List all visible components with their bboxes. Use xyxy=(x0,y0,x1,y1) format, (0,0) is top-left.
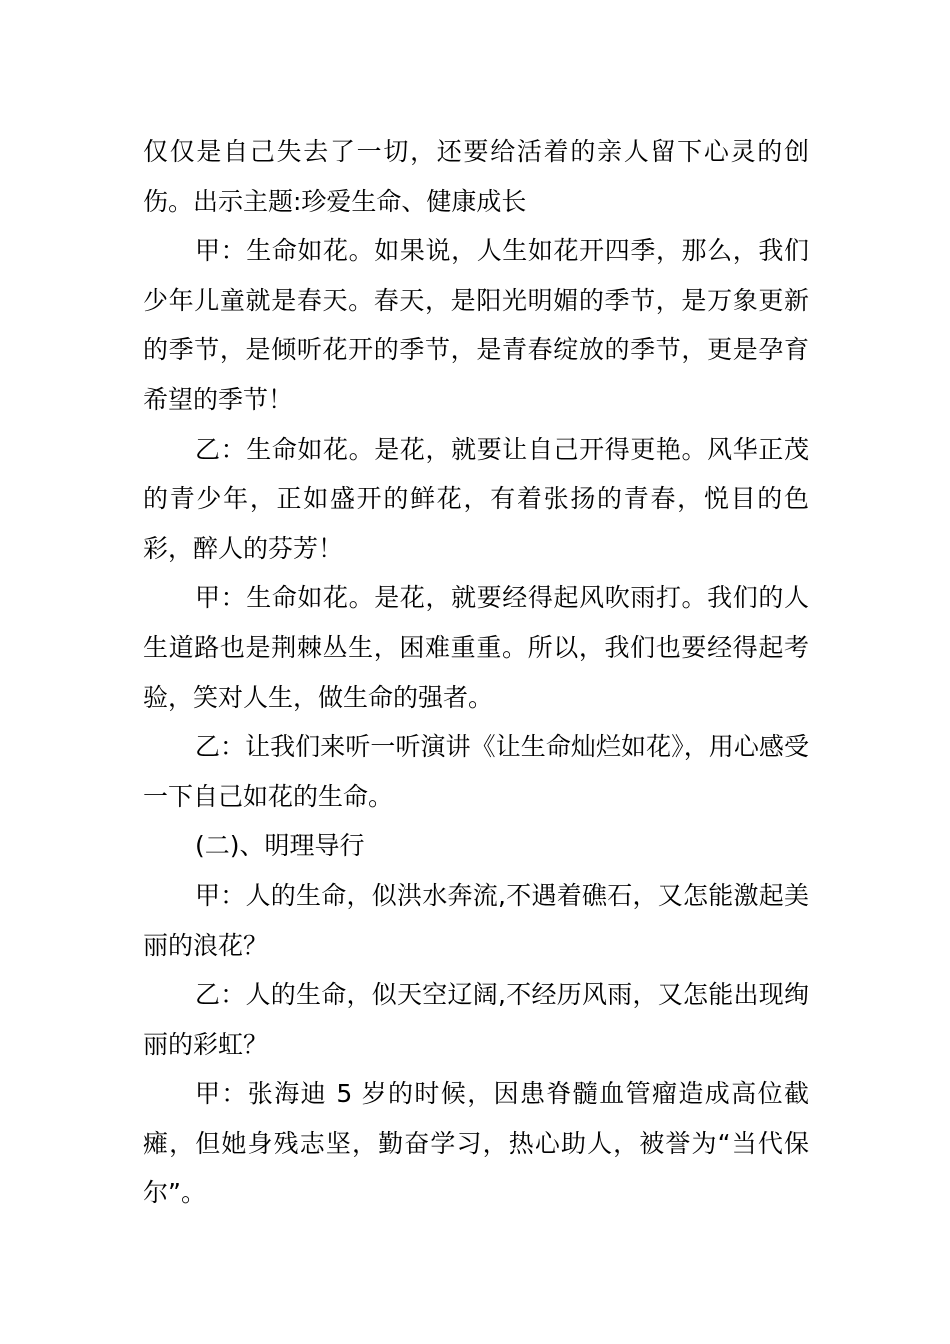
paragraph-yi-3: 乙：人的生命，似天空辽阔,不经历风雨，又怎能出现绚丽的彩虹？ xyxy=(143,980,809,1059)
paragraph-jia-3: 甲：人的生命，似洪水奔流,不遇着礁石，又怎能激起美丽的浪花？ xyxy=(143,880,809,960)
paragraph-yi-1: 乙：生命如花。是花，就要让自己开得更艳。风华正茂的青少年，正如盛开的鲜花，有着张扬的青春，悦目的色彩，醉人的芬芳！ xyxy=(143,434,809,563)
paragraph-jia-4: 甲：张海迪 5 岁的时候，因患脊髓血管瘤造成高位截瘫，但她身残志坚，勤奋学习，热心助人，被誉为“当代保尔”。 xyxy=(143,1079,809,1208)
paragraph-jia-1: 甲：生命如花。如果说，人生如花开四季，那么，我们少年儿童就是春天。春天，是阳光明媚的季节，是万象更新的季节，是倾听花开的季节，是青春绽放的季节，更是孕育希望的季节！ xyxy=(143,236,809,414)
paragraph-jia-2: 甲：生命如花。是花，就要经得起风吹雨打。我们的人生道路也是荆棘丛生，困难重重。所以，我们也要经得起考验，笑对人生，做生命的强者。 xyxy=(143,583,809,712)
paragraph-continuation: 仅仅是自己失去了一切，还要给活着的亲人留下心灵的创伤。出示主题:珍爱生命、健康成长 xyxy=(143,137,809,216)
document-page xyxy=(143,127,809,1218)
section-heading: (二)、明理导行 xyxy=(195,831,365,861)
paragraph-yi-2: 乙：让我们来听一听演讲《让生命灿烂如花》，用心感受一下自己如花的生命。 xyxy=(143,732,809,811)
